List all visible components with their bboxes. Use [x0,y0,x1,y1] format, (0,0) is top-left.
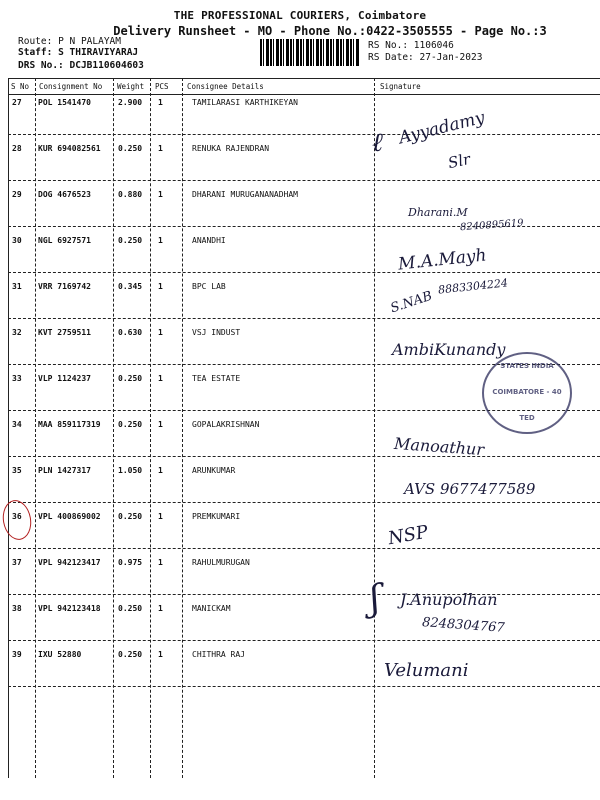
cell-sno: 27 [12,98,22,107]
cell-weight: 0.345 [118,282,143,291]
col-header-pcs: PCS [155,82,169,91]
cell-consignee: GOPALAKRISHNAN [192,420,260,429]
rs-no-label: RS No.: [368,40,409,51]
cell-consignment: VPL 942123417 [38,558,101,567]
cell-sno: 31 [12,282,22,291]
cell-pcs: 1 [158,282,163,291]
cell-consignee: RENUKA RAJENDRAN [192,144,270,153]
rs-date-value: 27-Jan-2023 [419,52,483,63]
cell-pcs: 1 [158,98,163,107]
cell-pcs: 1 [158,236,163,245]
column-divider [374,78,375,778]
row-separator [8,686,600,687]
column-divider [35,78,36,778]
stamp-text-bottom: TED [519,414,535,422]
cell-consignee: BPC LAB [192,282,226,291]
cell-weight: 1.050 [118,466,143,475]
row-separator [8,594,600,595]
signature-35: AVS 9677477589 [404,480,536,498]
route-label: Route: [18,36,53,47]
drs-value: DCJB110604603 [69,60,144,71]
row-separator [8,134,600,135]
table-top-border [8,78,600,79]
cell-pcs: 1 [158,420,163,429]
cell-pcs: 1 [158,328,163,337]
rs-date-label: RS Date: [368,52,414,63]
cell-weight: 0.250 [118,236,143,245]
cell-consignment: VPL 400869002 [38,512,101,521]
row-36-highlight-circle [0,498,34,542]
cell-sno: 37 [12,558,22,567]
company-title: THE PROFESSIONAL COURIERS, Coimbatore [173,9,427,22]
cell-weight: 0.630 [118,328,143,337]
col-header-signature: Signature [380,82,421,91]
cell-consignee: CHITHRA RAJ [192,650,245,659]
column-divider [8,78,9,778]
row-separator [8,640,600,641]
cell-weight: 0.250 [118,512,143,521]
cell-sno: 33 [12,374,22,383]
col-header-weight: Weight [117,82,145,91]
signature-39: Velumani [384,660,469,681]
signature-30: M.A.Mayh [397,245,488,275]
cell-sno: 29 [12,190,22,199]
cell-consignee: TEA ESTATE [192,374,241,383]
cell-weight: 0.250 [118,144,143,153]
rs-no-line [368,40,454,51]
signature-31: S.NAB [388,288,435,317]
rs-date-line [368,52,482,63]
cell-consignment: POL 1541470 [38,98,91,107]
cell-consignment: PLN 1427317 [38,466,91,475]
col-header-sno: S No [11,82,30,91]
route-line [18,36,121,47]
cell-consignment: MAA 859117319 [38,420,101,429]
drs-label: DRS No.: [18,60,64,71]
cell-pcs: 1 [158,466,163,475]
cell-consignee: VSJ INDUST [192,328,241,337]
cell-consignment: VPL 942123418 [38,604,101,613]
cell-consignee: ARUNKUMAR [192,466,236,475]
row-separator [8,548,600,549]
cell-sno: 32 [12,328,22,337]
signature-31-phone: 8883304224 [437,276,509,297]
row-separator [8,180,600,181]
row-separator [8,318,600,319]
row-separator [8,502,600,503]
cell-consignment: VLP 1124237 [38,374,91,383]
stamp-text-top: STATES INDIA [500,362,554,370]
staff-value: S THIRAVIYARAJ [58,47,139,58]
drs-line [18,60,144,71]
column-divider [150,78,151,778]
signature-27: Ayyadamy [396,107,487,149]
cell-consignment: DOG 4676523 [38,190,91,199]
signature-38: 8248304767 [421,615,506,636]
column-divider [113,78,114,778]
cell-pcs: 1 [158,512,163,521]
cell-weight: 0.250 [118,604,143,613]
cell-pcs: 1 [158,374,163,383]
col-header-consignment: Consignment No [39,82,103,91]
cell-consignee: ANANDHI [192,236,226,245]
col-header-consignee: Consignee Details [187,82,264,91]
stamp-text-middle: COIMBATORE - 40 [492,388,562,396]
cell-consignee: MANICKAM [192,604,231,613]
runsheet-subtitle: Delivery Runsheet - MO - Phone No.:0422-3505555 - Page No.:3 [113,24,547,38]
cell-weight: 0.250 [118,650,143,659]
signature-stroke: ʃ [367,577,382,620]
cell-weight: 0.880 [118,190,143,199]
cell-sno: 35 [12,466,22,475]
signature-34: Manoathur [393,433,485,460]
cell-consignee: DHARANI MURUGANANADHAM [192,190,298,199]
signature-32: AmbiKunandy [392,340,506,359]
cell-pcs: 1 [158,144,163,153]
cell-consignee: RAHULMURUGAN [192,558,250,567]
signature-37: J.Anupolhan [400,590,498,609]
signature-initial: ℓ [372,128,383,158]
cell-sno: 30 [12,236,22,245]
staff-line [18,47,138,58]
cell-consignment: VRR 7169742 [38,282,91,291]
route-value: P N PALAYAM [58,36,121,47]
cell-weight: 0.250 [118,420,143,429]
rs-no-value: 1106046 [413,40,454,51]
cell-sno: 39 [12,650,22,659]
cell-consignment: IXU 52880 [38,650,82,659]
cell-pcs: 1 [158,650,163,659]
cell-weight: 0.975 [118,558,143,567]
cell-weight: 0.250 [118,374,143,383]
company-stamp [482,352,572,434]
cell-sno: 34 [12,420,22,429]
cell-consignment: KUR 694082561 [38,144,101,153]
cell-consignee: PREMKUMARI [192,512,241,521]
cell-consignment: NGL 6927571 [38,236,91,245]
barcode [260,39,360,66]
cell-pcs: 1 [158,604,163,613]
column-divider [182,78,183,778]
header-bottom-border [8,94,600,95]
cell-consignment: KVT 2759511 [38,328,91,337]
signature-29: Dharani.M [408,206,468,219]
staff-label: Staff: [18,47,53,58]
signature-29-phone: 8240895619 [459,217,524,234]
cell-pcs: 1 [158,558,163,567]
signature-36: NSP [386,521,430,550]
row-separator [8,456,600,457]
row-separator [8,272,600,273]
cell-weight: 2.900 [118,98,143,107]
cell-sno: 28 [12,144,22,153]
cell-sno: 36 [12,512,22,521]
cell-consignee: TAMILARASI KARTHIKEYAN [192,98,298,107]
cell-pcs: 1 [158,190,163,199]
cell-sno: 38 [12,604,22,613]
signature-28: Slr [446,149,472,173]
